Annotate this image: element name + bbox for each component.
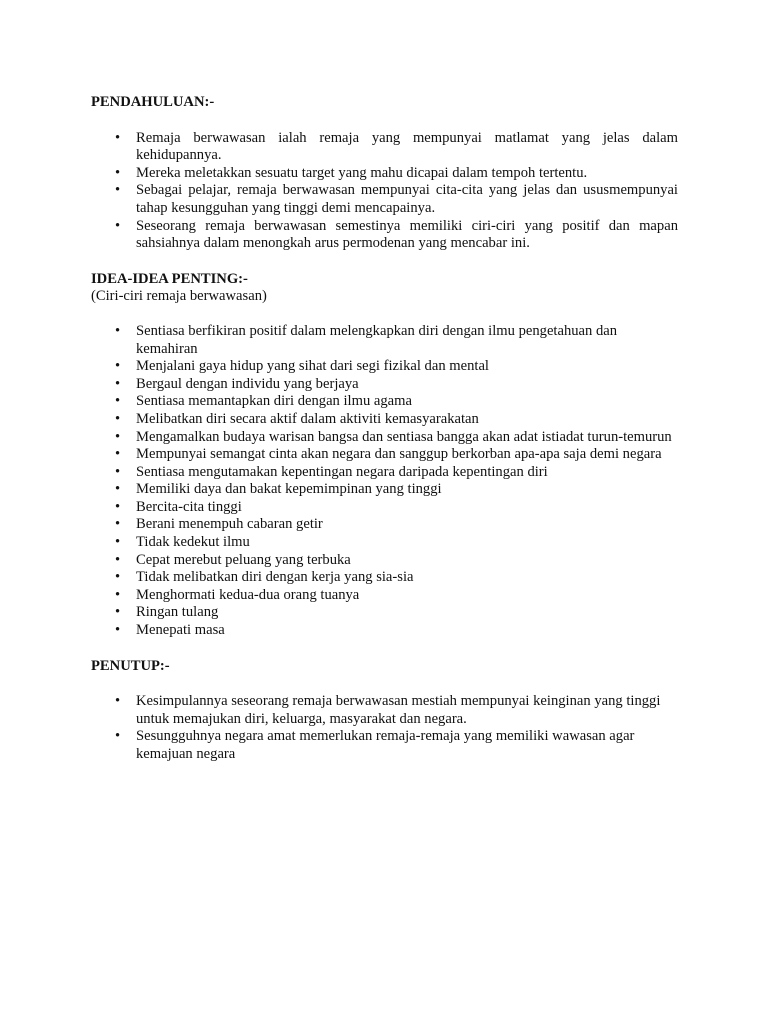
list-item: • Tidak kedekut ilmu: [91, 534, 678, 552]
list-item: • Menepati masa: [91, 622, 678, 640]
list-item: • Remaja berwawasan ialah remaja yang mempunyai matlamat yang jelas dalam kehidupannya.: [91, 130, 678, 165]
list-item: • Memiliki daya dan bakat kepemimpinan yang tinggi: [91, 481, 678, 499]
list-item: • Sesungguhnya negara amat memerlukan remaja-remaja yang memiliki wawasan agar kemajuan negara: [91, 728, 678, 763]
list-item: • Mengamalkan budaya warisan bangsa dan sentiasa bangga akan adat istiadat turun-temurun: [91, 429, 678, 447]
ideas-list: [91, 323, 678, 640]
list-item: • Sebagai pelajar, remaja berwawasan mempunyai cita-cita yang jelas dan ususmempunyai tahap kesungguhan yang tinggi demi mencapainya.: [91, 182, 678, 217]
closing-list: [91, 693, 678, 763]
list-item: • Melibatkan diri secara aktif dalam aktiviti kemasyarakatan: [91, 411, 678, 429]
list-item: • Bergaul dengan individu yang berjaya: [91, 376, 678, 394]
ideas-subtitle: (Ciri-ciri remaja berwawasan): [91, 288, 267, 305]
list-item: • Sentiasa berfikiran positif dalam melengkapkan diri dengan ilmu pengetahuan dan kemahiran: [91, 323, 678, 358]
list-item: • Sentiasa mengutamakan kepentingan negara daripada kepentingan diri: [91, 464, 678, 482]
list-item: • Tidak melibatkan diri dengan kerja yang sia-sia: [91, 569, 678, 587]
list-item: • Mempunyai semangat cinta akan negara dan sanggup berkorban apa-apa saja demi negara: [91, 446, 678, 464]
list-item: • Mereka meletakkan sesuatu target yang mahu dicapai dalam tempoh tertentu.: [91, 165, 678, 183]
list-item: • Berani menempuh cabaran getir: [91, 516, 678, 534]
closing-heading: PENUTUP:-: [91, 657, 170, 674]
ideas-heading: IDEA-IDEA PENTING:-: [91, 270, 248, 287]
list-item: • Sentiasa memantapkan diri dengan ilmu agama: [91, 393, 678, 411]
list-item: • Menghormati kedua-dua orang tuanya: [91, 587, 678, 605]
list-item: • Ringan tulang: [91, 604, 678, 622]
list-item: • Bercita-cita tinggi: [91, 499, 678, 517]
document-page: [91, 94, 678, 764]
list-item: • Cepat merebut peluang yang terbuka: [91, 552, 678, 570]
list-item: • Kesimpulannya seseorang remaja berwawasan mestiah mempunyai keinginan yang tinggi untuk memajukan diri, keluarga, masyarakat dan negara.: [91, 693, 678, 728]
list-item: • Seseorang remaja berwawasan semestinya memiliki ciri-ciri yang positif dan mapan sahsiahnya dalam menongkah arus permodenan yang mencabar ini.: [91, 218, 678, 253]
list-item: • Menjalani gaya hidup yang sihat dari segi fizikal dan mental: [91, 358, 678, 376]
intro-list: [91, 130, 678, 253]
intro-heading: PENDAHULUAN:-: [91, 94, 215, 110]
